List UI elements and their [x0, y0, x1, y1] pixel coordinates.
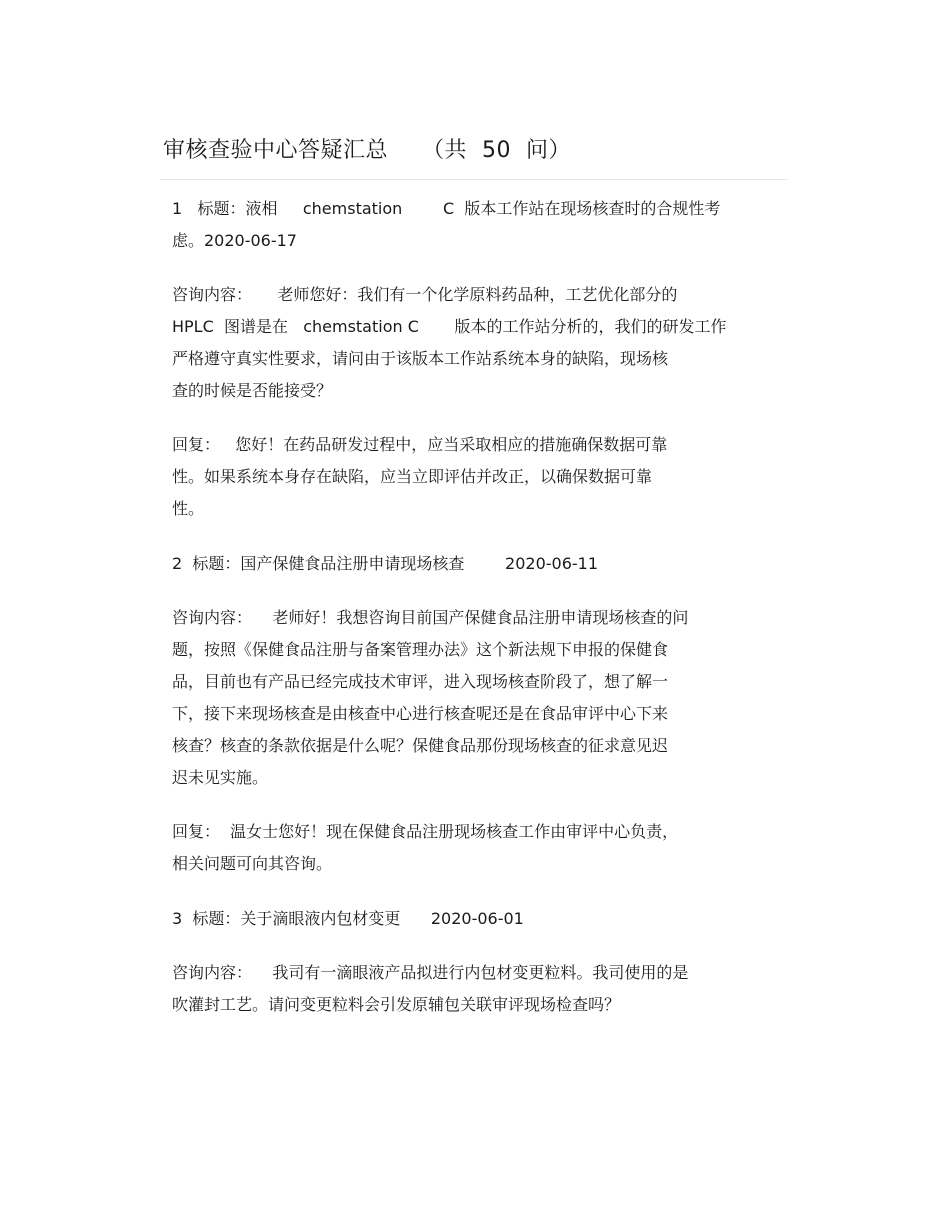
- qa-2-question-line-6: 迟未见实施。: [172, 768, 269, 787]
- qa-1-heading-line-1: 1 标题：液相 chemstation C 版本工作站在现场核查时的合规性考: [172, 199, 721, 218]
- qa-3-heading-line-1: 3 标题：关于滴眼液内包材变更 2020-06-01: [172, 909, 524, 928]
- qa-2-question-line-2: 题，按照《保健食品注册与备案管理办法》这个新法规下申报的保健食: [172, 640, 669, 659]
- qa-3-question-line-1: 咨询内容： 我司有一滴眼液产品拟进行内包材变更粒料。我司使用的是: [172, 963, 689, 982]
- qa-1-question-line-2: HPLC 图谱是在 chemstation C 版本的工作站分析的，我们的研发工作: [172, 317, 727, 336]
- qa-2-question-line-5: 核查？核查的条款依据是什么呢？保健食品那份现场核查的征求意见迟: [172, 736, 669, 755]
- qa-1-question-line-3: 严格遵守真实性要求，请问由于该版本工作站系统本身的缺陷，现场核: [172, 349, 669, 368]
- qa-2-reply-line-1: 回复： 温女士您好！现在保健食品注册现场核查工作由审评中心负责，: [172, 822, 679, 841]
- qa-1-question-line-1: 咨询内容： 老师您好：我们有一个化学原料药品种，工艺优化部分的: [172, 285, 678, 304]
- qa-1-heading-line-2: 虑。2020-06-17: [172, 231, 297, 250]
- qa-2-question-line-4: 下，接下来现场核查是由核查中心进行核查呢还是在食品审评中心下来: [172, 704, 669, 723]
- title-divider: [160, 179, 788, 180]
- qa-3-question-line-2: 吹灌封工艺。请问变更粒料会引发原辅包关联审评现场检查吗？: [172, 995, 621, 1014]
- qa-1-reply-line-2: 性。如果系统本身存在缺陷，应当立即评估并改正，以确保数据可靠: [172, 467, 653, 486]
- qa-2-question-line-1: 咨询内容： 老师好！我想咨询目前国产保健食品注册申请现场核查的问: [172, 608, 689, 627]
- qa-1-reply-line-1: 回复： 您好！在药品研发过程中，应当采取相应的措施确保数据可靠: [172, 435, 668, 454]
- qa-1-question-line-4: 查的时候是否能接受？: [172, 381, 333, 400]
- qa-2-reply-line-2: 相关问题可向其咨询。: [172, 854, 333, 873]
- page-title: 审核查验中心答疑汇总 （共 50 问）: [163, 138, 571, 163]
- qa-2-question-line-3: 品，目前也有产品已经完成技术审评，进入现场核查阶段了，想了解一: [172, 672, 669, 691]
- qa-2-heading-line-1: 2 标题：国产保健食品注册申请现场核查 2020-06-11: [172, 554, 599, 573]
- qa-1-reply-line-3: 性。: [172, 499, 205, 518]
